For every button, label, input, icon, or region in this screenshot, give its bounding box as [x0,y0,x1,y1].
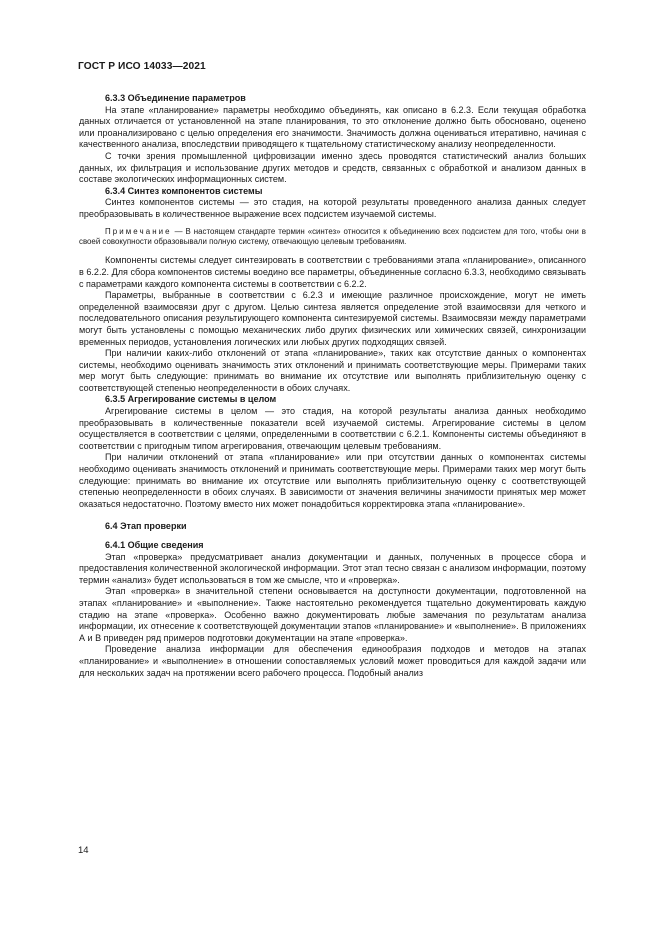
section-heading-6-3-4: 6.3.4 Синтез компонентов системы [105,185,263,196]
section-heading-6-3-5: 6.3.5 Агрегирование системы в целом [105,394,277,405]
section-heading-6-4-1: 6.4.1 Общие сведения [105,540,204,550]
section-heading-6-4: 6.4 Этап проверки [105,521,187,532]
document-body [79,93,586,679]
paragraph: Этап «проверка» предусматривает анализ документации и данных, полученных в процессе сбора и предоставления количественной экологической информации. Этот этап тесно связан с анализом информации, поэтому термин «анализ» будет использоваться в том же смысле, что и «проверка». [79,551,586,585]
page-number: 14 [78,845,89,856]
paragraph: Компоненты системы следует синтезировать в соответствии с требованиями этапа «планирование», описанного в 6.2.2. Для сбора компонентов системы воедино все параметры, объединенные согласно 6.3.3, необходимо связывать с параметрами каждого компонента системы в соответствии с 6.2.2. [79,255,586,289]
paragraph: На этапе «планирование» параметры необходимо объединять, как описано в 6.2.3. Если текущая обработка данных отличается от установленной на этапе планирования, то это отклонение должно быть обосновано, оценено или проанализировано с целью определения его значимости. Значимость должна оцениваться итеративно, начиная с качественного анализа, впоследствии приводящего к тщательному статистическому анализу неопределенности. [79,104,586,150]
paragraph: Этап «проверка» в значительной степени основывается на доступности документации, подготовленной на этапах «планирование» и «выполнение». Также настоятельно рекомендуется тщательно документировать каждую стадию на этапе «проверка». Особенно важно документировать любые замечания по результатам анализа информации, их отнесение к соответствующей документации этапов «планирование» и «выполнение». В приложениях А и В приведен ряд примеров подготовки документации на этапе «проверка». [79,586,586,643]
paragraph: Параметры, выбранные в соответствии с 6.2.3 и имеющие различное происхождение, могут не иметь определенной взаимосвязи друг с другом. Целью синтеза является определение этой взаимосвязи для четкого и последовательного описания результирующего компонента синтезируемой системы. Взаимосвязи между параметрами могут быть установлены с помощью механических либо других физических или химических связей, синхронизации временных периодов, установления логических или любых других подходящих связей. [79,290,586,347]
paragraph: При наличии каких-либо отклонений от этапа «планирование», таких как отсутствие данных о компонентах системы, необходимо оценивать значимость этих отклонений и принимать соответствующие меры. Примерами таких мер могут быть следующие: принимать во внимание их отсутствие или выполнять приблизительную оценку с соответствующей степенью неопределенности в обоих случаях. [79,348,586,393]
note [79,227,586,248]
paragraph: Агрегирование системы в целом — это стадия, на которой результаты анализа данных необходимо преобразовывать в количественные показатели всей изучаемой системы. Агрегирование системы в целом осуществляется в соответствии с целями, определенными в соответствии с 6.2.1. Компоненты системы объединяют в соответствии с пригодным типом агрегирования, отвечающим целевым требованиям. [79,406,586,451]
paragraph: Синтез компонентов системы — это стадия, на которой результаты проведенного анализа данных следует преобразовывать в количественное выражение всех подсистем изучаемой системы. [79,197,586,219]
paragraph: С точки зрения промышленной цифровизации именно здесь проводятся статистический анализ больших данных, их фильтрация и использование других методов и средств, связанных с обработкой и анализом данных в составе экологических информационных систем. [79,150,586,185]
document-header: ГОСТ Р ИСО 14033—2021 [78,61,206,72]
paragraph: При наличии отклонений от этапа «планирование» или при отсутствии данных о компонентах системы необходимо оценивать значимость отклонений и принимать соответствующие меры. Примерами таких мер могут быть следующие: принимать во внимание их отсутствие или выполнять приблизительную оценку с соответствующей степенью неопределенности в обоих случаях. В зависимости от значения величины значимости принятых мер может оказаться недостаточно. Поэтому вместо них может понадобиться корректировка этапа «планирование». [79,452,586,509]
note-text: — В настоящем стандарте термин «синтез» относится к объединению всех подсистем для того, чтобы они в своей совокупности образовывали полную систему, отвечающую целевым требованиям. [79,226,586,246]
note-label: Примечание [105,226,172,236]
paragraph: Проведение анализа информации для обеспечения единообразия подходов и методов на этапах «планирование» и «выполнение» в отношении сопоставляемых условий может проводиться для каждой задачи или для нескольких задач на протяжении всего рабочего процесса. Подобный анализ [79,644,586,678]
section-heading-6-3-3: 6.3.3 Объединение параметров [105,93,246,103]
